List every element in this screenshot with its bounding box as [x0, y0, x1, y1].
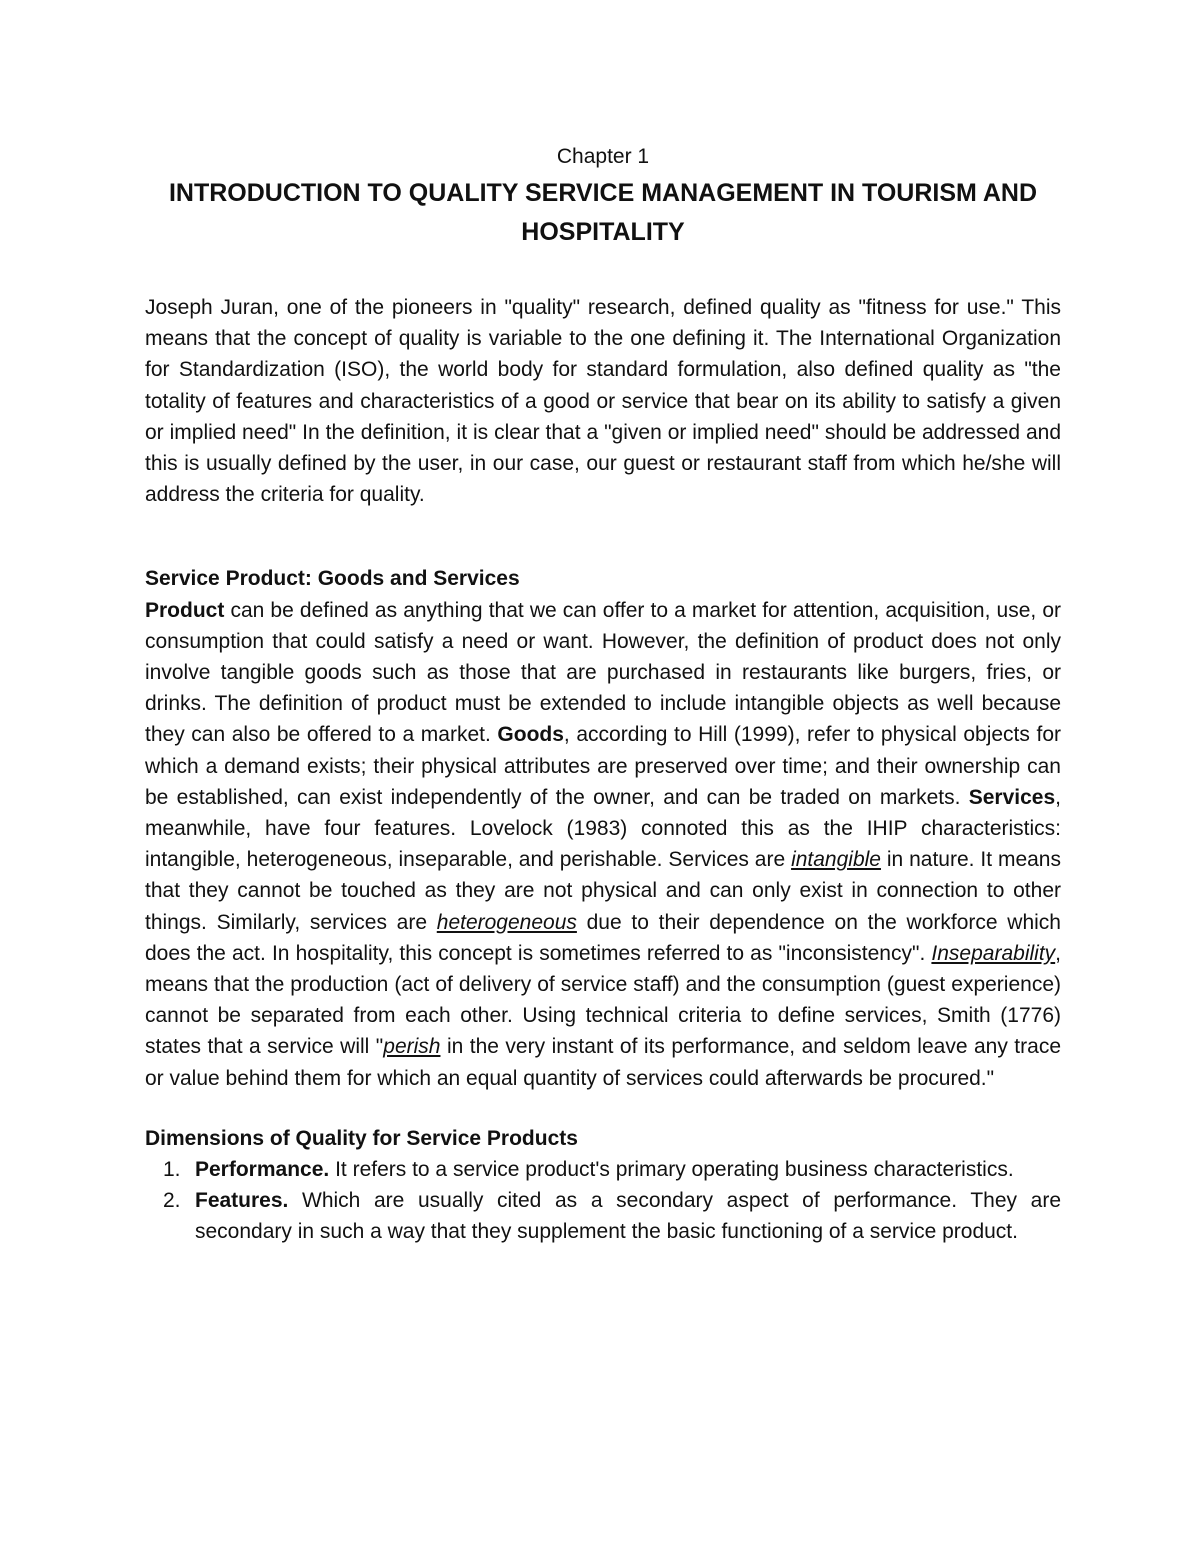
list-number: 1. — [163, 1158, 181, 1182]
list-item-title: Features. — [195, 1189, 289, 1213]
intro-paragraph: Joseph Juran, one of the pioneers in "quality" research, defined quality as "fitness for use." This means that the concept of quality is variable to the one defining it. The International Organization for Standardization (ISO), the world body for standard formulation, also defined quality as "the totality of features and characteristics of a good or service that bear on its ability to satisfy a given or implied need" In the definition, it is clear that a "given or implied need" should be addressed and this is usually defined by the user, in our case, our guest or restaurant staff from which he/she will address the criteria for quality. — [145, 296, 1061, 507]
list-item-text: Which are usually cited as a secondary aspect of performance. They are secondary in such a way that they supplement the basic functioning of a service product. — [195, 1189, 1061, 1244]
text-segment: , means that the production (act of delivery of service staff) and the consumption (guest experience) cannot be separated from each other. Using technical criteria to define services, Smith (1776) states that a service will " — [145, 941, 1061, 1059]
chapter-title: INTRODUCTION TO QUALITY SERVICE MANAGEMENT IN TOURISM AND HOSPITALITY — [168, 179, 1038, 246]
text-segment: can be defined as anything that we can offer to a market for attention, acquisition, use, or consumption that could satisfy a need or want. However, the definition of product does not only involve tangible goods such as those that are purchased in restaurants like burgers, fries, or drinks. The definition of product must be extended to include intangible objects as well because they can also be offered to a market. — [145, 598, 1061, 747]
text-segment: due to their dependence on the workforce which does the act. In hospitality, this concept is sometimes referred to as "inconsistency". — [145, 910, 1061, 965]
list-number: 2. — [163, 1189, 181, 1213]
term-intangible: intangible — [791, 848, 881, 872]
term-product: Product — [145, 598, 225, 622]
text-segment: , according to Hill (1999), refer to physical objects for which a demand exists; their physical attributes are preserved over time; and their ownership can be established, can exist independently of the owner, and can be traded on markets. — [145, 723, 1061, 809]
list-item-text: It refers to a service product's primary operating business characteristics. — [329, 1158, 1014, 1182]
term-services: Services — [968, 785, 1056, 809]
text-segment: in the very instant of its performance, and seldom leave any trace or value behind them for which an equal quantity of services could afterwards be procured." — [145, 1035, 1061, 1090]
dimensions-list — [145, 1154, 1061, 1248]
section-heading-service-product: Service Product: Goods and Services — [145, 567, 520, 591]
text-segment: in nature. It means that they cannot be touched as they are not physical and can only exist in connection to other things. Similarly, services are — [145, 848, 1061, 934]
list-item-title: Performance. — [195, 1158, 330, 1182]
term-goods: Goods — [497, 723, 564, 747]
chapter-label: Chapter 1 — [556, 145, 650, 168]
list-item — [163, 1185, 1061, 1247]
term-perish: perish — [383, 1035, 441, 1059]
document-page — [145, 143, 1061, 1248]
section-heading-dimensions: Dimensions of Quality for Service Products — [145, 1126, 578, 1150]
text-segment: , meanwhile, have four features. Lovelock (1983) connoted this as the IHIP characteristics: intangible, heterogeneous, inseparable, and perishable. Services are — [145, 785, 1061, 872]
list-item — [163, 1154, 1061, 1185]
service-product-paragraph — [145, 595, 1061, 1094]
term-heterogeneous: heterogeneous — [436, 910, 577, 934]
term-inseparability: Inseparability — [931, 941, 1056, 965]
